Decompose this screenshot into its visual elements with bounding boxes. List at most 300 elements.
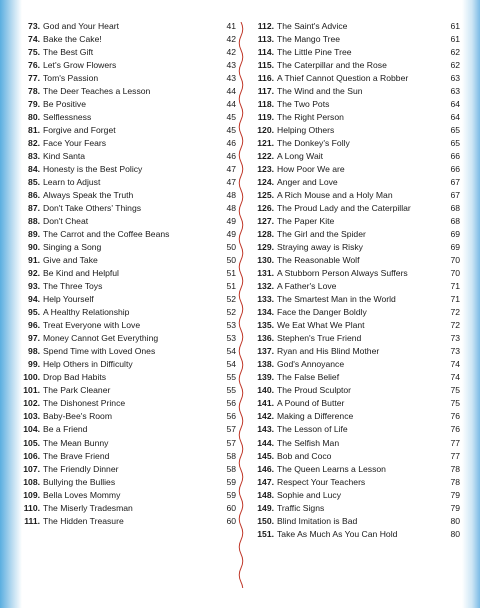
- contents-entry: [246, 20, 462, 33]
- entry-number: 84.: [28, 164, 40, 175]
- entry-number: 110.: [23, 502, 40, 513]
- entry-number: 133.: [257, 294, 274, 305]
- contents-entry: [14, 280, 236, 293]
- entry-title: Ryan and His Blind Mother: [277, 346, 380, 357]
- entry-page-number: 76: [450, 411, 460, 422]
- entry-title: Learn to Adjust: [43, 177, 101, 188]
- entry-number: 117.: [257, 86, 274, 97]
- contents-entry: [246, 489, 462, 502]
- entry-title: Help Yourself: [43, 294, 94, 305]
- contents-entry: [14, 410, 236, 423]
- entry-number: 150.: [257, 515, 274, 526]
- contents-entry: [14, 358, 236, 371]
- contents-entry: [14, 332, 236, 345]
- entry-title: Traffic Signs: [277, 502, 325, 513]
- contents-entry: [14, 371, 236, 384]
- entry-title: The Hidden Treasure: [43, 515, 124, 526]
- entry-page-number: 72: [450, 307, 460, 318]
- entry-title: The Wind and the Sun: [277, 86, 363, 97]
- contents-entry: [246, 124, 462, 137]
- entry-title: The Mean Bunny: [43, 437, 109, 448]
- contents-entry: [246, 215, 462, 228]
- contents-entry: [14, 59, 236, 72]
- entry-title: The Miserly Tradesman: [43, 502, 133, 513]
- contents-entry: [246, 423, 462, 436]
- entry-number: 130.: [257, 255, 274, 266]
- entry-number: 111.: [24, 515, 40, 526]
- entry-page-number: 73: [450, 346, 460, 357]
- entry-title: Face Your Fears: [43, 138, 107, 149]
- entry-title: Sophie and Lucy: [277, 489, 342, 500]
- entry-title: The Park Cleaner: [43, 385, 111, 396]
- entry-page-number: 41: [226, 21, 236, 31]
- entry-number: 147.: [257, 476, 274, 487]
- entry-page-number: 68: [450, 216, 460, 227]
- entry-page-number: 73: [450, 333, 460, 344]
- contents-entry: [246, 111, 462, 124]
- entry-number: 137.: [257, 346, 274, 357]
- entry-number: 81.: [28, 125, 40, 136]
- contents-entry: [246, 476, 462, 489]
- contents-entry: [246, 202, 462, 215]
- entry-number: 149.: [257, 502, 274, 513]
- entry-page-number: 75: [450, 385, 460, 396]
- entry-page-number: 70: [450, 255, 460, 266]
- entry-page-number: 71: [450, 294, 460, 305]
- contents-entry: [246, 437, 462, 450]
- entry-page-number: 62: [450, 47, 460, 58]
- contents-entry: [246, 332, 462, 345]
- divider-line: [239, 22, 243, 588]
- entry-title: Respect Your Teachers: [277, 476, 366, 487]
- contents-entry: [246, 397, 462, 410]
- entry-page-number: 49: [226, 229, 236, 240]
- contents-entry: [14, 502, 236, 515]
- entry-title: The Girl and the Spider: [277, 229, 366, 240]
- entry-page-number: 79: [450, 502, 460, 513]
- contents-entry: [14, 384, 236, 397]
- entry-number: 136.: [257, 333, 274, 344]
- entry-title: We Eat What We Plant: [277, 320, 365, 331]
- entry-number: 90.: [28, 242, 40, 253]
- contents-entry: [246, 528, 462, 541]
- entry-number: 112.: [257, 21, 274, 31]
- entry-title: Always Speak the Truth: [43, 190, 134, 201]
- contents-entry: [14, 397, 236, 410]
- entry-page-number: 60: [226, 502, 236, 513]
- contents-entry: [14, 476, 236, 489]
- entry-number: 100.: [23, 372, 40, 383]
- entry-page-number: 54: [226, 359, 236, 370]
- entry-page-number: 75: [450, 398, 460, 409]
- entry-title: The Reasonable Wolf: [277, 255, 360, 266]
- entry-title: The Carrot and the Coffee Beans: [43, 229, 170, 240]
- entry-number: 102.: [23, 398, 40, 409]
- contents-entry: [14, 150, 236, 163]
- contents-entry: [246, 410, 462, 423]
- entry-page-number: 42: [226, 47, 236, 58]
- entry-title: Blind Imitation is Bad: [277, 515, 358, 526]
- entry-title: A Healthy Relationship: [43, 307, 130, 318]
- entry-page-number: 59: [226, 476, 236, 487]
- contents-entry: [246, 241, 462, 254]
- contents-entry: [14, 306, 236, 319]
- entry-page-number: 74: [450, 372, 460, 383]
- entry-number: 85.: [28, 177, 40, 188]
- contents-entry: [14, 437, 236, 450]
- entry-page-number: 51: [226, 268, 236, 279]
- entry-title: Be Positive: [43, 99, 86, 110]
- contents-entry: [246, 176, 462, 189]
- entry-number: 144.: [257, 437, 274, 448]
- entry-number: 104.: [23, 424, 40, 435]
- entry-number: 140.: [257, 385, 274, 396]
- contents-entry: [246, 163, 462, 176]
- entry-title: A Pound of Butter: [277, 398, 345, 409]
- entry-number: 148.: [257, 489, 274, 500]
- contents-entry: [14, 241, 236, 254]
- entry-title: The False Belief: [277, 372, 340, 383]
- entry-title: The Paper Kite: [277, 216, 335, 227]
- entry-page-number: 67: [450, 177, 460, 188]
- entry-page-number: 78: [450, 476, 460, 487]
- entry-page-number: 80: [450, 528, 460, 539]
- entry-page-number: 44: [226, 99, 236, 110]
- entry-title: The Brave Friend: [43, 450, 110, 461]
- entry-page-number: 42: [226, 34, 236, 45]
- entry-title: Bella Loves Mommy: [43, 489, 121, 500]
- entry-page-number: 79: [450, 489, 460, 500]
- entry-page-number: 71: [450, 281, 460, 292]
- contents-entry: [14, 85, 236, 98]
- entry-title: Money Cannot Get Everything: [43, 333, 159, 344]
- entry-number: 96.: [28, 320, 40, 331]
- contents-entry: [14, 215, 236, 228]
- entry-title: Let's Grow Flowers: [43, 60, 117, 71]
- entry-page-number: 63: [450, 86, 460, 97]
- entry-title: A Long Wait: [277, 151, 324, 162]
- contents-entry: [14, 345, 236, 358]
- entry-title: The Mango Tree: [277, 34, 341, 45]
- entry-number: 74.: [28, 34, 40, 45]
- entry-page-number: 56: [226, 398, 236, 409]
- contents-entry: [14, 124, 236, 137]
- entry-number: 143.: [257, 424, 274, 435]
- contents-entry: [14, 20, 236, 33]
- entry-page-number: 50: [226, 242, 236, 253]
- entry-page-number: 50: [226, 255, 236, 266]
- entry-number: 121.: [257, 138, 274, 149]
- entry-page-number: 61: [450, 34, 460, 45]
- entry-number: 113.: [257, 34, 274, 45]
- entry-number: 129.: [257, 242, 274, 253]
- entry-page-number: 66: [450, 164, 460, 175]
- entry-page-number: 48: [226, 203, 236, 214]
- entry-title: The Smartest Man in the World: [277, 294, 396, 305]
- entry-number: 91.: [28, 255, 40, 266]
- entry-title: The Deer Teaches a Lesson: [43, 86, 151, 97]
- contents-entry: [246, 371, 462, 384]
- entry-title: Take As Much As You Can Hold: [277, 528, 398, 539]
- contents-entry: [14, 267, 236, 280]
- contents-entry: [14, 254, 236, 267]
- entry-number: 77.: [28, 73, 40, 84]
- wavy-divider: [236, 22, 246, 588]
- entry-page-number: 46: [226, 151, 236, 162]
- entry-page-number: 64: [450, 112, 460, 123]
- entry-number: 75.: [28, 47, 40, 58]
- entry-title: The Little Pine Tree: [277, 47, 352, 58]
- entry-number: 123.: [257, 164, 274, 175]
- entry-number: 125.: [257, 190, 274, 201]
- entry-title: Straying away is Risky: [277, 242, 363, 253]
- entry-number: 107.: [23, 463, 40, 474]
- entry-title: Don't Take Others' Things: [43, 203, 142, 214]
- contents-entry: [14, 463, 236, 476]
- entry-title: The Proud Sculptor: [277, 385, 352, 396]
- entry-number: 135.: [257, 320, 274, 331]
- entry-number: 141.: [257, 398, 274, 409]
- contents-entry: [246, 150, 462, 163]
- contents-entry: [14, 489, 236, 502]
- entry-number: 95.: [28, 307, 40, 318]
- entry-page-number: 44: [226, 86, 236, 97]
- entry-page-number: 77: [450, 450, 460, 461]
- entry-title: Making a Difference: [277, 411, 354, 422]
- entry-number: 73.: [28, 21, 40, 31]
- entry-page-number: 57: [226, 437, 236, 448]
- entry-number: 88.: [28, 216, 40, 227]
- entry-page-number: 55: [226, 385, 236, 396]
- contents-entry: [14, 202, 236, 215]
- entry-page-number: 62: [450, 60, 460, 71]
- entry-title: Baby-Bee's Room: [43, 411, 112, 422]
- entry-number: 92.: [28, 268, 40, 279]
- entry-page-number: 56: [226, 411, 236, 422]
- entry-title: Drop Bad Habits: [43, 372, 107, 383]
- entry-page-number: 46: [226, 138, 236, 149]
- entry-title: Be Kind and Helpful: [43, 268, 119, 279]
- entry-page-number: 61: [450, 21, 460, 31]
- entry-page-number: 69: [450, 229, 460, 240]
- entry-number: 80.: [28, 112, 40, 123]
- entry-page-number: 59: [226, 489, 236, 500]
- entry-title: Spend Time with Loved Ones: [43, 346, 156, 357]
- contents-entry: [246, 515, 462, 528]
- entry-page-number: 52: [226, 307, 236, 318]
- contents-entry: [246, 306, 462, 319]
- entry-title: The Caterpillar and the Rose: [277, 60, 387, 71]
- entry-title: The Two Pots: [277, 99, 330, 110]
- entry-title: The Lesson of Life: [277, 424, 348, 435]
- entry-page-number: 67: [450, 190, 460, 201]
- entry-title: Stephen's True Friend: [277, 333, 362, 344]
- entry-title: God's Annoyance: [277, 359, 345, 370]
- entry-title: Forgive and Forget: [43, 125, 116, 136]
- entry-page-number: 58: [226, 463, 236, 474]
- entry-number: 101.: [23, 385, 40, 396]
- entry-page-number: 43: [226, 73, 236, 84]
- contents-entry: [14, 515, 236, 528]
- entry-title: Tom's Passion: [43, 73, 99, 84]
- entry-page-number: 66: [450, 151, 460, 162]
- contents-entry: [246, 137, 462, 150]
- entry-number: 115.: [257, 60, 274, 71]
- contents-left-column: [14, 20, 236, 528]
- entry-number: 114.: [257, 47, 274, 58]
- contents-entry: [246, 85, 462, 98]
- contents-entry: [246, 463, 462, 476]
- entry-page-number: 57: [226, 424, 236, 435]
- contents-entry: [246, 189, 462, 202]
- entry-title: The Queen Learns a Lesson: [277, 463, 386, 474]
- entry-number: 109.: [23, 489, 40, 500]
- entry-title: The Saint's Advice: [277, 21, 348, 31]
- entry-title: The Best Gift: [43, 47, 94, 58]
- entry-title: Helping Others: [277, 125, 335, 136]
- entry-page-number: 70: [450, 268, 460, 279]
- entry-page-number: 48: [226, 190, 236, 201]
- contents-entry: [246, 72, 462, 85]
- entry-page-number: 53: [226, 333, 236, 344]
- entry-page-number: 51: [226, 281, 236, 292]
- entry-title: Singing a Song: [43, 242, 102, 253]
- entry-page-number: 64: [450, 99, 460, 110]
- contents-entry: [246, 267, 462, 280]
- entry-number: 103.: [23, 411, 40, 422]
- contents-entry: [14, 33, 236, 46]
- entry-title: The Proud Lady and the Caterpillar: [277, 203, 411, 214]
- entry-page-number: 47: [226, 177, 236, 188]
- entry-number: 146.: [257, 463, 274, 474]
- entry-title: The Right Person: [277, 112, 344, 123]
- entry-title: Help Others in Difficulty: [43, 359, 133, 370]
- contents-entry: [14, 189, 236, 202]
- contents-entry: [14, 176, 236, 189]
- entry-title: The Selfish Man: [277, 437, 340, 448]
- entry-page-number: 80: [450, 515, 460, 526]
- entry-page-number: 63: [450, 73, 460, 84]
- entry-title: The Friendly Dinner: [43, 463, 119, 474]
- entry-page-number: 72: [450, 320, 460, 331]
- entry-number: 132.: [257, 281, 274, 292]
- entry-number: 93.: [28, 281, 40, 292]
- entry-page-number: 52: [226, 294, 236, 305]
- entry-title: A Father's Love: [277, 281, 337, 292]
- entry-title: Bullying the Bullies: [43, 476, 116, 487]
- entry-number: 87.: [28, 203, 40, 214]
- contents-entry: [246, 228, 462, 241]
- entry-number: 118.: [257, 99, 274, 110]
- contents-entry: [14, 163, 236, 176]
- contents-entry: [14, 46, 236, 59]
- entry-title: Kind Santa: [43, 151, 86, 162]
- entry-page-number: 53: [226, 320, 236, 331]
- contents-entry: [246, 33, 462, 46]
- entry-page-number: 65: [450, 125, 460, 136]
- entry-number: 99.: [28, 359, 40, 370]
- entry-number: 134.: [257, 307, 274, 318]
- contents-entry: [246, 450, 462, 463]
- contents-entry: [246, 280, 462, 293]
- entry-number: 106.: [23, 450, 40, 461]
- entry-number: 89.: [28, 229, 40, 240]
- entry-number: 122.: [257, 151, 274, 162]
- entry-title: Anger and Love: [277, 177, 338, 188]
- entry-number: 86.: [28, 190, 40, 201]
- entry-page-number: 78: [450, 463, 460, 474]
- contents-entry: [246, 319, 462, 332]
- contents-right-column: [246, 20, 462, 541]
- contents-entry: [14, 137, 236, 150]
- entry-title: The Three Toys: [43, 281, 103, 292]
- entry-number: 116.: [257, 73, 274, 84]
- entry-number: 78.: [28, 86, 40, 97]
- entry-number: 119.: [257, 112, 274, 123]
- entry-page-number: 49: [226, 216, 236, 227]
- entry-number: 83.: [28, 151, 40, 162]
- contents-entry: [14, 450, 236, 463]
- entry-number: 145.: [257, 450, 274, 461]
- contents-entry: [246, 59, 462, 72]
- entry-page-number: 68: [450, 203, 460, 214]
- entry-number: 76.: [28, 60, 40, 71]
- entry-number: 94.: [28, 294, 40, 305]
- entry-number: 82.: [28, 138, 40, 149]
- entry-title: Don't Cheat: [43, 216, 89, 227]
- entry-number: 120.: [257, 125, 274, 136]
- entry-title: Selflessness: [43, 112, 92, 123]
- contents-entry: [246, 254, 462, 267]
- entry-page-number: 58: [226, 450, 236, 461]
- contents-entry: [14, 98, 236, 111]
- entry-page-number: 47: [226, 164, 236, 175]
- entry-page-number: 45: [226, 112, 236, 123]
- contents-entry: [246, 98, 462, 111]
- entry-title: A Thief Cannot Question a Robber: [277, 73, 409, 84]
- entry-number: 128.: [257, 229, 274, 240]
- contents-entry: [246, 293, 462, 306]
- entry-number: 131.: [257, 268, 274, 279]
- entry-title: A Rich Mouse and a Holy Man: [277, 190, 393, 201]
- entry-page-number: 55: [226, 372, 236, 383]
- entry-title: Bob and Coco: [277, 450, 332, 461]
- entry-number: 105.: [23, 437, 40, 448]
- entry-page-number: 43: [226, 60, 236, 71]
- contents-entry: [246, 345, 462, 358]
- entry-page-number: 45: [226, 125, 236, 136]
- entry-title: Face the Danger Boldly: [277, 307, 367, 318]
- entry-number: 138.: [257, 359, 274, 370]
- entry-title: Be a Friend: [43, 424, 88, 435]
- entry-title: The Dishonest Prince: [43, 398, 126, 409]
- entry-number: 126.: [257, 203, 274, 214]
- entry-title: Treat Everyone with Love: [43, 320, 141, 331]
- entry-title: The Donkey's Folly: [277, 138, 350, 149]
- entry-page-number: 76: [450, 424, 460, 435]
- contents-entry: [14, 423, 236, 436]
- entry-page-number: 74: [450, 359, 460, 370]
- entry-number: 108.: [23, 476, 40, 487]
- contents-entry: [14, 111, 236, 124]
- entry-title: A Stubborn Person Always Suffers: [277, 268, 408, 279]
- contents-entry: [246, 384, 462, 397]
- contents-entry: [14, 293, 236, 306]
- entry-title: God and Your Heart: [43, 21, 119, 31]
- entry-page-number: 77: [450, 437, 460, 448]
- entry-page-number: 69: [450, 242, 460, 253]
- entry-number: 98.: [28, 346, 40, 357]
